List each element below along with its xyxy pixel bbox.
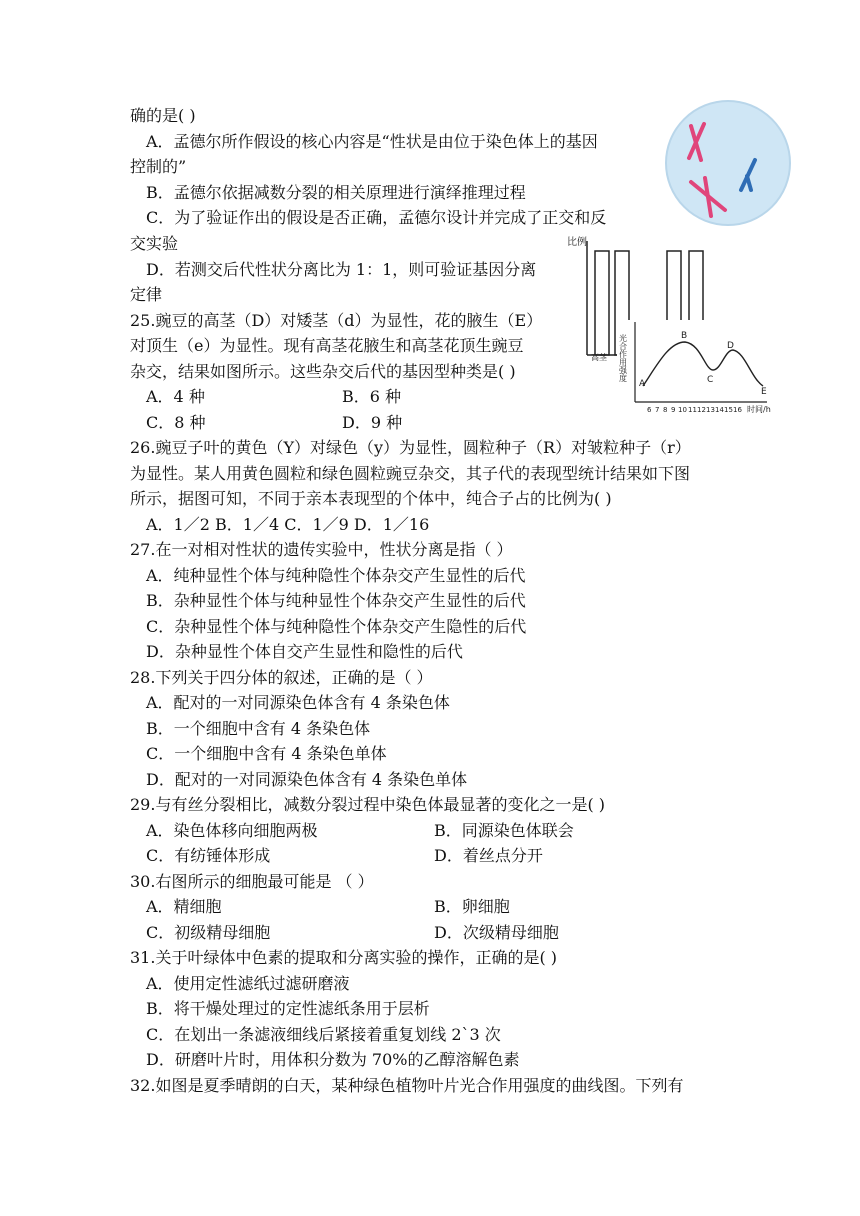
curve-point-d: D <box>727 341 734 351</box>
q26-options: A．1／2 B．1／4 C．1／9 D．1／16 <box>146 515 430 534</box>
q24-option-b: B．孟德尔依据减数分裂的相关原理进行演绎推理过程 <box>146 183 526 202</box>
q28-option-d: D．配对的一对同源染色体含有 4 条染色单体 <box>146 770 468 789</box>
q28-stem: 28.下列关于四分体的叙述，正确的是（ ） <box>130 668 433 687</box>
curve-tick: 13 <box>706 406 715 414</box>
curve-tick: 11 <box>688 406 697 414</box>
q31-option-a: A．使用定性滤纸过滤研磨液 <box>146 974 350 993</box>
q24-option-d-cont: 定律 <box>130 285 163 304</box>
curve-tick: 10 <box>678 406 687 414</box>
q27-option-c: C．杂种显性个体与纯种隐性个体杂交产生隐性的后代 <box>146 617 527 636</box>
q25-option-c: C．8 种 <box>146 413 206 432</box>
q31-option-d: D．研磨叶片时，用体积分数为 70%的乙醇溶解色素 <box>146 1050 520 1069</box>
curve-tick: 6 <box>647 406 652 414</box>
q27-option-d: D．杂种显性个体自交产生显性和隐性的后代 <box>146 642 463 661</box>
curve-tick: 8 <box>663 406 668 414</box>
curve-point-e: E <box>761 387 767 397</box>
q29-option-a: A．染色体移向细胞两极 <box>146 821 318 840</box>
q24-stem-end: 确的是( ) <box>130 106 196 125</box>
q24-option-a: A．孟德尔所作假设的核心内容是“性状是由位于染色体上的基因 <box>146 132 598 151</box>
curve-point-a: A <box>639 379 646 389</box>
curve-tick: 9 <box>671 406 676 414</box>
curve-tick: 14 <box>715 406 724 414</box>
q28-option-a: A．配对的一对同源染色体含有 4 条染色体 <box>146 693 450 712</box>
curve-tick: 15 <box>724 406 733 414</box>
bar-chart-xlabel: 高茎 <box>591 353 607 362</box>
q25-stem-3: 杂交，结果如图所示。这些杂交后代的基因型种类是( ) <box>130 362 516 381</box>
q30-option-d: D．次级精母细胞 <box>434 923 559 942</box>
q24-option-c: C．为了验证作出的假设是否正确，孟德尔设计并完成了正交和反 <box>146 208 607 227</box>
q30-stem: 30.右图所示的细胞最可能是 （ ） <box>130 872 374 891</box>
q27-option-a: A．纯种显性个体与纯种隐性个体杂交产生显性的后代 <box>146 566 526 585</box>
q31-option-b: B．将干燥处理过的定性滤纸条用于层析 <box>146 999 430 1018</box>
q28-option-c: C．一个细胞中含有 4 条染色单体 <box>146 744 387 763</box>
q29-option-d: D．着丝点分开 <box>434 846 543 865</box>
q26-stem-3: 所示，据图可知，不同于亲本表现型的个体中，纯合子占的比例为( ) <box>130 489 612 508</box>
q29-option-c: C．有纺锤体形成 <box>146 846 271 865</box>
bar-1 <box>595 251 609 355</box>
q31-option-c: C．在划出一条滤液细线后紧接着重复划线 2`3 次 <box>146 1025 501 1044</box>
curve-x-ticks <box>647 406 742 414</box>
curve-tick: 12 <box>697 406 706 414</box>
curve-tick: 7 <box>655 406 660 414</box>
q30-option-c: C．初级精母细胞 <box>146 923 271 942</box>
curve-point-c: C <box>707 375 714 385</box>
curve-tick: 16 <box>733 406 742 414</box>
q27-stem: 27.在一对相对性状的遗传实验中，性状分离是指（ ） <box>130 540 513 559</box>
q30-option-a: A．精细胞 <box>146 897 222 916</box>
cell-figure <box>663 98 793 228</box>
q30-option-b: B．卵细胞 <box>434 897 510 916</box>
curve-line <box>643 342 763 386</box>
q29-option-b: B．同源染色体联会 <box>434 821 574 840</box>
q25-option-a: A．4 种 <box>146 387 205 406</box>
curve-ylabel: 光合作用强度 <box>618 334 628 382</box>
cell-membrane <box>666 101 790 225</box>
curve-point-b: B <box>681 331 688 341</box>
q28-option-b: B．一个细胞中含有 4 条染色体 <box>146 719 371 738</box>
q26-stem-2: 为显性。某人用黄色圆粒和绿色圆粒豌豆杂交，其子代的表现型统计结果如下图 <box>130 464 691 483</box>
q25-stem-2: 对顶生（e）为显性。现有高茎花腋生和高茎花顶生豌豆 <box>130 336 524 355</box>
q25-stem-1: 25.豌豆的高茎（D）对矮茎（d）为显性，花的腋生（E） <box>130 311 543 330</box>
q24-option-a-cont: 控制的” <box>130 157 187 176</box>
q26-stem-1: 26.豌豆子叶的黄色（Y）对绿色（y）为显性，圆粒种子（R）对皱粒种子（r） <box>130 438 691 457</box>
q27-option-b: B．杂种显性个体与纯种显性个体杂交产生显性的后代 <box>146 591 526 610</box>
q31-stem: 31.关于叶绿体中色素的提取和分离实验的操作，正确的是( ) <box>130 948 558 967</box>
q25-option-b: B．6 种 <box>342 387 402 406</box>
q32-stem: 32.如图是夏季晴朗的白天，某种绿色植物叶片光合作用强度的曲线图。下列有 <box>130 1076 684 1095</box>
q24-option-c-cont: 交实验 <box>130 234 179 253</box>
q25-option-d: D．9 种 <box>342 413 403 432</box>
bar-chart-ylabel: 比例 <box>567 237 587 248</box>
q24-option-d: D．若测交后代性状分离比为 1：1，则可验证基因分离 <box>146 260 537 279</box>
curve-xlabel: 时间/h <box>747 405 771 414</box>
photosynthesis-curve-figure <box>617 320 787 420</box>
q29-stem: 29.与有丝分裂相比，减数分裂过程中染色体最显著的变化之一是( ) <box>130 795 606 814</box>
